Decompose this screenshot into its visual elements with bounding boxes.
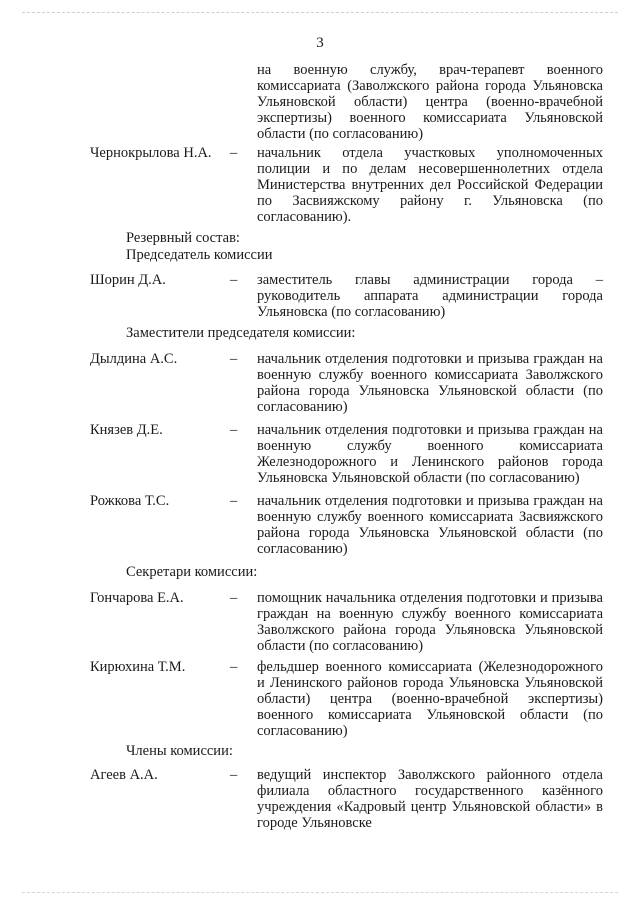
member-role: начальник отделения подготовки и призыва граждан на военную службу военного комиссариата Железнодорожного и Ленинского районов города Ульяновска Ульяновской области (по согласованию) (257, 422, 603, 486)
member-name: Дылдина А.С. (90, 351, 178, 367)
entry-dash: – (230, 272, 238, 288)
member-name: Чернокрылова Н.А. (90, 145, 212, 161)
member-name: Агеев А.А. (90, 767, 158, 783)
secretaries-heading: Секретари комиссии: (126, 564, 258, 580)
member-role: помощник начальника отделения подготовки и призыва граждан на военную службу военного комиссариата Заволжского района города Ульяновска Ульяновской области (по согласованию) (257, 590, 603, 654)
page-number: 3 (316, 35, 324, 51)
entry-dash: – (230, 590, 238, 606)
entry-dash: – (230, 659, 238, 675)
deputies-heading: Заместители председателя комиссии: (126, 325, 356, 341)
member-role: ведущий инспектор Заволжского районного отдела филиала областного государственного казённого учреждения «Кадровый центр Ульяновской области» в городе Ульяновске (257, 767, 603, 831)
entry-dash: – (230, 493, 238, 509)
member-name: Князев Д.Е. (90, 422, 163, 438)
member-name: Рожкова Т.С. (90, 493, 170, 509)
entry-dash: – (230, 351, 238, 367)
member-role: фельдшер военного комиссариата (Железнодорожного и Ленинского районов города Ульяновска Ульяновской области) центра (военно-врачебной экспертизы) военного комиссариата Ульяновской области (по согласованию) (257, 659, 603, 739)
entry-dash: – (230, 422, 238, 438)
member-role: начальник отделения подготовки и призыва граждан на военную службу военного комиссариата Засвияжского района города Ульяновска Ульяновской области (по согласованию) (257, 493, 603, 557)
member-name: Гончарова Е.А. (90, 590, 184, 606)
continuation-role: на военную службу, врач-терапевт военного комиссариата (Заволжского района города Ульяновска Ульяновской области) центра (военно-врачебной экспертизы) военного комиссариата Ульяновской области (по согласованию) (257, 62, 603, 142)
reserve-heading: Резервный состав: (126, 230, 240, 246)
entry-dash: – (230, 145, 238, 161)
member-role: заместитель главы администрации города – руководитель аппарата администрации города Ульяновска (по согласованию) (257, 272, 603, 320)
member-name: Кирюхина Т.М. (90, 659, 186, 675)
members-heading: Члены комиссии: (126, 743, 233, 759)
scan-bottom-edge (22, 892, 618, 893)
chair-heading: Председатель комиссии (126, 247, 273, 263)
member-role: начальник отдела участковых уполномоченных полиции и по делам несовершеннолетних отдела Министерства внутренних дел Российской Федерации по Засвияжскому району г. Ульяновска (по согласованию). (257, 145, 603, 225)
member-name: Шорин Д.А. (90, 272, 166, 288)
member-role: начальник отделения подготовки и призыва граждан на военную службу военного комиссариата Заволжского района города Ульяновска Ульяновской области (по согласованию) (257, 351, 603, 415)
entry-dash: – (230, 767, 238, 783)
scan-top-edge (22, 12, 618, 13)
